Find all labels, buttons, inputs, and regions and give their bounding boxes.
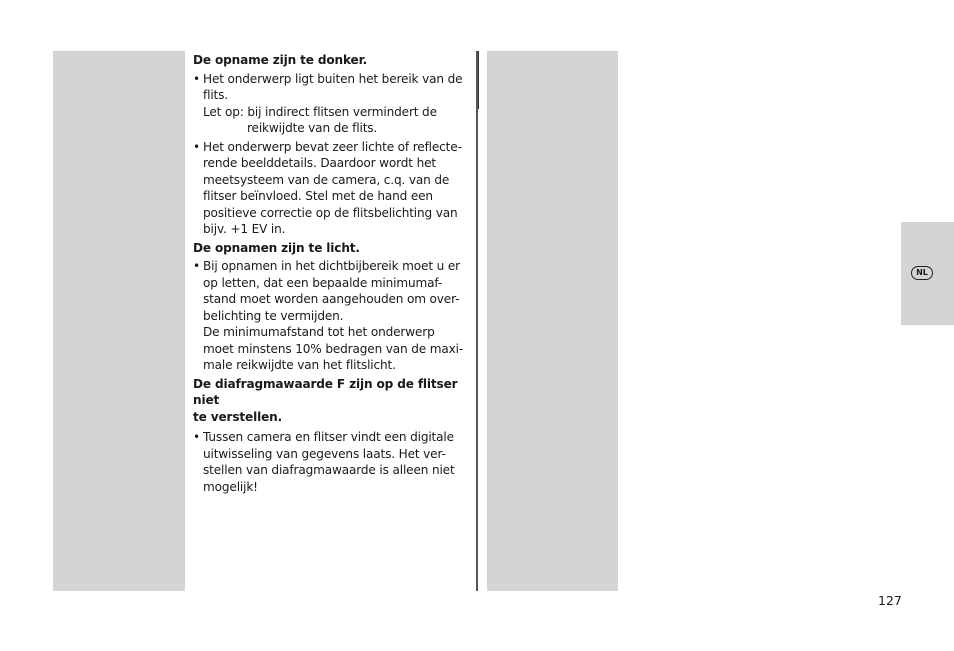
troubleshooting-text	[193, 52, 473, 497]
bullet-text-line: De minimumafstand tot het onderwerp	[203, 325, 435, 339]
bullet-text-line: uitwisseling van gegevens laats. Het ver-	[203, 446, 446, 461]
bullet-icon: •	[193, 139, 200, 154]
list-item	[193, 139, 473, 238]
bullet-text-line: flitser beïnvloed. Stel met de hand een	[203, 189, 433, 203]
language-badge: NL	[911, 266, 933, 280]
bullet-icon: •	[193, 259, 200, 273]
section-heading-too-light: De opnamen zijn te licht.	[193, 240, 360, 255]
bullet-text-line: Tussen camera en flitser vindt een digitale	[203, 430, 454, 444]
bullet-text-line: bijv. +1 EV in.	[203, 222, 286, 236]
left-margin-panel	[53, 51, 185, 591]
bullet-text-line: Bij opnamen in het dichtbijbereik moet u er	[203, 259, 460, 273]
section-heading-too-dark: De opname zijn te donker.	[193, 53, 368, 67]
bullet-text-line: Het onderwerp bevat zeer lichte of reflecte-	[203, 139, 462, 154]
bullet-text-line: Het onderwerp ligt buiten het bereik van de	[203, 71, 463, 86]
heading-line: te verstellen.	[193, 409, 283, 424]
bullet-text-line: meetsysteem van de camera, c.q. van de	[203, 172, 450, 187]
bullet-text-line: male reikwijdte van het flitslicht.	[203, 358, 396, 372]
note-row	[203, 104, 473, 121]
list-item	[193, 429, 473, 495]
list-item	[193, 71, 473, 137]
bullet-text-line: flits.	[203, 88, 228, 102]
column-divider	[476, 51, 478, 591]
column-divider-accent	[478, 51, 479, 109]
note-text: bij indirect flitsen vermindert de	[247, 104, 437, 119]
bullet-text-line: op letten, dat een bepaalde minimumaf-	[203, 275, 443, 290]
bullet-text-line: belichting te vermijden.	[203, 308, 344, 323]
bullet-text-line: moet minstens 10% bedragen van de maxi-	[203, 341, 464, 356]
bullet-text-line: stellen van diafragmawaarde is alleen niet	[203, 463, 455, 477]
bullet-icon: •	[193, 71, 200, 86]
section-heading-aperture	[193, 376, 473, 426]
bullet-text-line: stand moet worden aangehouden om over-	[203, 292, 460, 306]
page-number: 127	[878, 593, 902, 608]
heading-line: De diafragmawaarde F zijn op de flitser niet	[193, 376, 458, 407]
bullet-text-line: positieve correctie op de flitsbelichting van	[203, 205, 458, 220]
note-text-continued: reikwijdte van de flits.	[247, 121, 378, 135]
right-margin-panel	[487, 51, 618, 591]
bullet-text-line: rende beelddetails. Daardoor wordt het	[203, 156, 436, 170]
note-label: Let op:	[203, 104, 248, 119]
list-item	[193, 258, 473, 374]
bullet-text-line: mogelijk!	[203, 479, 258, 494]
bullet-icon: •	[193, 430, 200, 444]
